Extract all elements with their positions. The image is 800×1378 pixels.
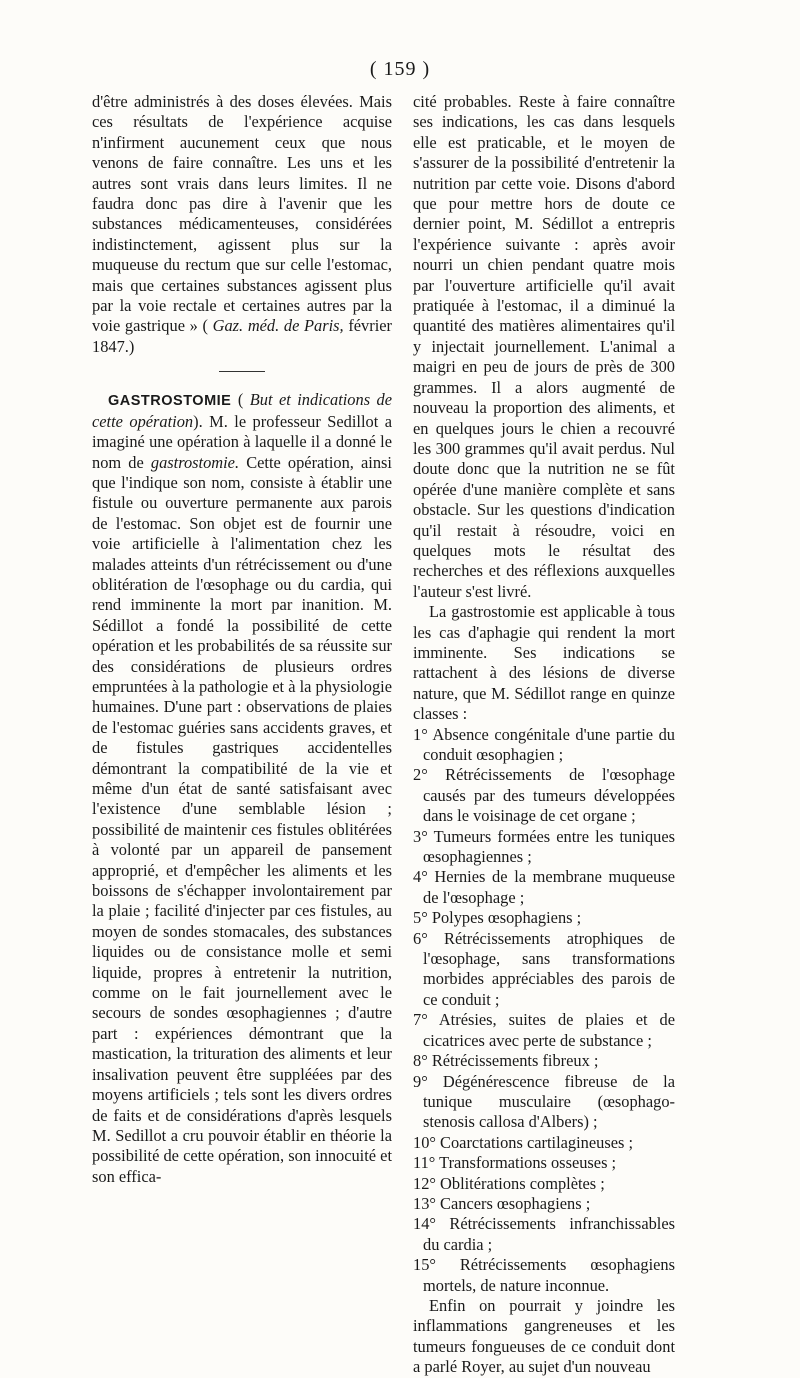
list-item: 4° Hernies de la membrane muqueuse de l'œsophage ; (413, 867, 675, 907)
list-item: 12° Oblitérations complètes ; (413, 1173, 605, 1193)
section-heading: GASTROSTOMIE (108, 393, 232, 410)
right-column (413, 92, 675, 1378)
list-item: 13° Cancers œsophagiens ; (413, 1193, 591, 1213)
term-gastrostomie: gastrostomie. (150, 452, 240, 472)
list-item: 9° Dégénérescence fibreuse de la tunique musculaire (œsophago-stenosis callosa d'Albers) ; (413, 1071, 675, 1132)
left-paragraph-1 (92, 92, 392, 357)
section-subheading: But et indications de cette opération (92, 390, 393, 431)
left-paragraph-2 (92, 390, 392, 1187)
right-paragraph-2: La gastrostomie est applicable à tous les cas d'aphagie qui rendent la mort imminente. Ses indications se rattachent à des lésions de diverse nature, que M. Sédillot range en quinze classes : (413, 602, 675, 724)
list-item: 14° Rétrécissements infranchissables du cardia ; (413, 1214, 675, 1254)
list-item: 10° Coarctations cartilagineuses ; (413, 1132, 634, 1152)
list-item: 8° Rétrécissements fibreux ; (413, 1051, 599, 1071)
list-item: 6° Rétrécissements atrophiques de l'œsophage, sans transformations morbides appréciables des parois de ce conduit ; (413, 928, 675, 1009)
right-paragraph-1: cité probables. Reste à faire connaître ses indications, les cas dans lesquels elle est praticable, et le moyen de s'assurer de la possibilité d'entretenir la nutrition par cette voie. Disons d'abord que pour mettre hors de doute ce dernier point, M. Sédillot a entrepris l'expérience suivante : après avoir nourri un chien pendant quatre mois par l'ouverture artificielle qu'il avait pratiquée à l'estomac, il a diminué la quantité des matières alimentaires qu'il y injectait journellement. L'animal a maigri en peu de jours de près de 300 grammes. Il a alors augmenté de nouveau la proportion des aliments, et en quelques jours le chien a recouvré les 300 grammes qu'il avait perdus. Nul doute donc que la nutrition ne se fût opérée d'une manière complète et sans obstacle. Sur les questions d'indication qu'il restait à résoudre, voici en quelques mots le résultat des recherches et des réflexions auxquelles l'auteur s'est livré. (413, 92, 675, 601)
list-item: 2° Rétrécissements de l'œsophage causés par des tumeurs développées dans le voisinage de cet organe ; (413, 765, 675, 826)
heading-sub-open: ( (231, 390, 250, 410)
list-item: 7° Atrésies, suites de plaies et de cicatrices avec perte de substance ; (413, 1010, 675, 1050)
left-paragraph-2-text-a: M. le professeur Sedillot a imaginé une opération à laquelle il a donné le nom de (92, 411, 392, 472)
list-item: 11° Transformations osseuses ; (413, 1153, 617, 1173)
list-item: 15° Rétrécissements œsophagiens mortels, de nature inconnue. (413, 1255, 675, 1295)
indications-list (413, 725, 675, 1296)
citation-journal: Gaz. méd. de Paris, (212, 316, 344, 336)
section-divider (219, 371, 265, 372)
page-number: ( 159 ) (369, 58, 431, 80)
left-paragraph-2-text-b: Cette opération, ainsi que l'indique son nom, consiste à établir une fistule ou ouverture permanente aux parois de l'estomac. Son objet est de fournir une voie artificielle à l'alimentation chez les malades atteints d'un rétrécissement ou d'une oblitération de l'œsophage ou du cardia, qui rend imminente la mort par inanition. M. Sédillot a fondé la possibilité de cette opération et les probabilités de sa réussite sur des considérations de plusieurs ordres empruntées à la pathologie et à la physiologie humaines. D'une part : observations de plaies de l'estomac guéries sans accidents graves, et de fistules gastriques accidentelles démontrant la compatibilité de la vie et même d'un état de santé satisfaisant avec l'existence d'une semblable lésion ; possibilité de maintenir ces fistules oblitérées à volonté par un appareil de pansement approprié, et d'empêcher les aliments et les boissons de s'échapper involontairement par la plaie ; facilité d'injecter par ces fistules, au moyen de sondes stomacales, des substances liquides ou de consistance molle et semi liquide, propres à entretenir la nutrition, comme on le fait journellement avec le secours de sondes œsophagiennes ; d'autre part : expériences démontrant que la mastication, la trituration des aliments et leur insalivation peuvent être suppléées par des moyens artificiels ; tels sont les divers ordres de faits et de considérations d'après lesquels M. Sedillot a cru pouvoir établir en théorie la possibilité de cette opération, son innocuité et son effica- (92, 452, 392, 1186)
list-item: 1° Absence congénitale d'une partie du conduit œsophagien ; (413, 724, 675, 764)
citation-open: ( (197, 316, 213, 336)
right-paragraph-3: Enfin on pourrait y joindre les inflammations gangreneuses et les tumeurs fongueuses de ce conduit dont a parlé Royer, au sujet d'un nouveau (413, 1295, 675, 1377)
list-item: 5° Polypes œsophagiens ; (413, 908, 582, 928)
left-column (92, 92, 392, 1187)
citation-date: février 1847.) (92, 316, 392, 356)
list-item: 3° Tumeurs formées entre les tuniques œsophagiennes ; (413, 826, 675, 867)
left-paragraph-1-text: d'être administrés à des doses élevées. Mais ces résultats de l'expérience acquise n'infirment aucunement ceux que nous venons de faire connaître. Les uns et les autres sont vrais dans leurs limites. Il ne faudra donc pas dire à l'avenir que les substances médicamenteuses, considérées indistinctement, agissent plus sur la muqueuse du rectum que sur celle l'estomac, mais que certaines substances agissent plus par la voie rectale et certaines autres par la voie gastrique » (92, 92, 392, 336)
heading-sub-close: ). (193, 411, 210, 431)
